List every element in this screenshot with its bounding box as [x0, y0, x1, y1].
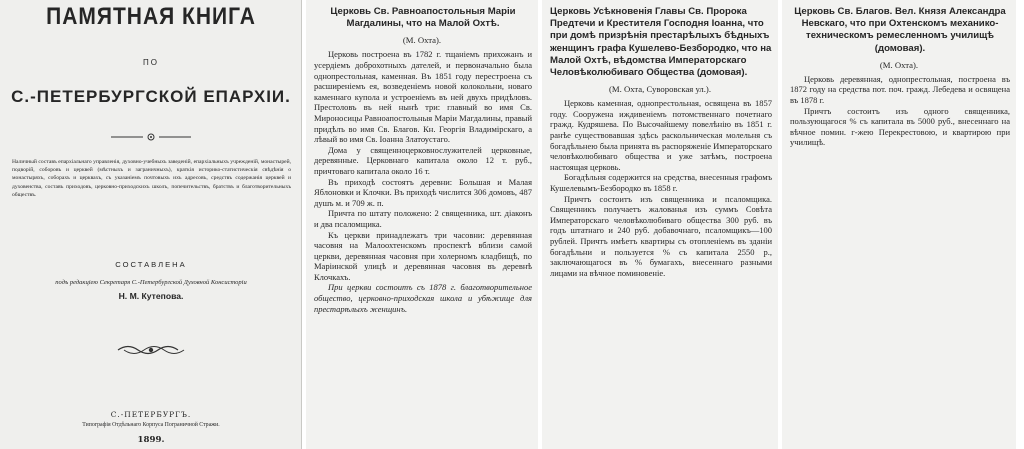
paragraph: Въ приходѣ состоятъ деревни: Большая и Малая Яблоновки и Клочки. Въ приходѣ числится 306 домовъ, 487 душъ м. и 709 ж. п. [314, 176, 532, 208]
paragraph: Дома у священноцерковнослужителей церковные, деревянные. Церковнаго капитала около 12 т. руб., причтоваго капитала около 16 т. [314, 144, 532, 176]
entry-john-baptist-church [542, 0, 778, 449]
compiled-label: СОСТАВЛЕНА [115, 260, 187, 269]
publication-city: С.-ПЕТЕРБУРГЪ. [110, 410, 192, 419]
book-description: Наличный составъ епархіальнаго управленія, духовно-учебныхъ заведеній, епархіальныхъ учрежденій, монастырей, подворій, соборовъ и церквей (мѣстныхъ и заграничныхъ), краткія историко-статистическія свѣдѣнія о монастыряхъ, соборахъ и церквахъ, съ указаніемъ почтовыхъ ихъ адресовъ, средствъ содержанія церквей и духовенства, составъ приходовъ, церковно-приходскихъ школъ, попечительствъ, братствъ и благотворительныхъ обществъ. [12, 159, 291, 198]
entry-title: Церковь Св. Равноапостольныя Маріи Магдалины, что на Малой Охтѣ. [330, 6, 516, 30]
entry-location: (М. Охта). [879, 59, 919, 70]
paragraph: Церковь построена въ 1782 г. тщаніемъ прихожанъ и усердіемъ доброхотныхъ дателей, и первоначально была однопрестольная, каменная. Въ 1851 году перестроена съ расширеніемъ ея, возведеніемъ новой колокольни, новаго каменнаго купола и устроеніемъ въ ней двухъ придѣловъ. Престоловъ въ ней нынѣ три: главный во имя Св. Мироносицы Равноапостольныя Маріи Магдалины, правый придѣлъ во имя Св. Благов. Кн. Георгія Владимірскаго, а лѣвый во имя Св. Іоанна Златоустаго. [314, 49, 532, 145]
printer-line: Типографія Отдѣльнаго Корпуса Пограничной Стражи. [82, 422, 220, 428]
author-name: Н. М. Кутепова. [118, 291, 184, 301]
ornament-flourish-icon [116, 343, 186, 357]
entry-location: (М. Охта, Суворовская ул.). [608, 84, 711, 95]
publication-year: 1899. [137, 435, 165, 445]
ornament-divider-icon [111, 132, 191, 142]
title-page [0, 0, 302, 449]
entry-location: (М. Охта). [402, 35, 442, 46]
book-title-po: ПО [143, 58, 159, 67]
entry-alexander-nevsky-church [782, 0, 1016, 449]
paragraph: Церковь каменная, однопрестольная, освящена въ 1857 году. Сооружена иждивеніемъ потомственнаго почетнаго гражд. Кудряшева. По Высочайшему повелѣнію въ 1851 г. ранѣе существовавшая здѣсь раскольническая молельня съ богадѣльнею была принята въ распоряженіе Императорскаго человѣколюбиваго общества и уже затѣмъ, построена настоящая церковь. [550, 98, 772, 172]
entry-title: Церковь Усѣкновенія Главы Св. Пророка Предтечи и Крестителя Господня Іоанна, что при домѣ призрѣнія престарѣлыхъ бѣдныхъ женщинъ графа Кушелево-Безбородко, что на Малой Охтѣ, вѣдомства Императорскаго Человѣколюбиваго Общества (домовая). [550, 6, 772, 79]
paragraph: При церкви состоитъ съ 1878 г. благотворительное общество, церковно-приходская школа и убѣжище для престарѣлыхъ женщинъ. [314, 282, 532, 314]
paragraph: Церковь деревянная, однопрестольная, построена въ 1872 году на средства пот. поч. гражд. Лебедева и освящена въ 1878 г. [790, 73, 1010, 105]
entry-title: Церковь Св. Благов. Вел. Князя Александра Невскаго, что при Охтенскомъ механико-техническомъ ремесленномъ училищѣ (домовая). [794, 6, 1006, 54]
paragraph: Причта по штату положено: 2 священника, шт. діаконъ и два псаломщика. [314, 208, 532, 229]
book-title-line2: С.-ПЕТЕРБУРГСКОЙ ЕПАРХІИ. [11, 87, 291, 106]
paragraph: Къ церкви принадлежатъ три часовни: деревянная часовня на Малоохтенскомъ проспектѣ вблизи самой церкви, деревянная часовня при холерномъ кладбищѣ, по Маріинской улицѣ и деревянная часовня въ деревнѣ Клочкахъ. [314, 229, 532, 282]
entry-body [306, 49, 538, 314]
paragraph: Богадѣльня содержится на средства, внесенныя графомъ Кушелевымъ-Безбородко въ 1858 г. [550, 172, 772, 193]
entry-body [542, 98, 778, 278]
editor-line: подъ редакціею Секретаря С.-Петербургской Духовной Консисторіи [55, 279, 247, 286]
paragraph: Причтъ состоитъ изъ священника и псаломщика. Священникъ получаетъ жалованья изъ суммъ Совѣта Императорскаго человѣколюбиваго общества 300 руб. въ годъ штатнаго и 240 руб. добавочнаго, псаломщикъ—100 рублей. Причтъ имѣетъ квартиры съ отопленіемъ въ зданіи богадѣльни и пользуется % съ капитала 2550 р., заключающагося въ % бумагахъ, внесеннаго разными лицами на вѣчное поминовеніе. [550, 193, 772, 278]
entry-body [782, 74, 1016, 148]
book-title-line1: ПАМЯТНАЯ КНИГА [46, 3, 256, 30]
entry-mary-magdalene-church [306, 0, 538, 449]
paragraph: Причтъ состоитъ изъ одного священника, пользующагося % съ капитала въ 5000 руб., внесеннаго на вѣчное помин. г-жею Перекрестовою, и квартирою при училищѣ. [790, 105, 1010, 148]
